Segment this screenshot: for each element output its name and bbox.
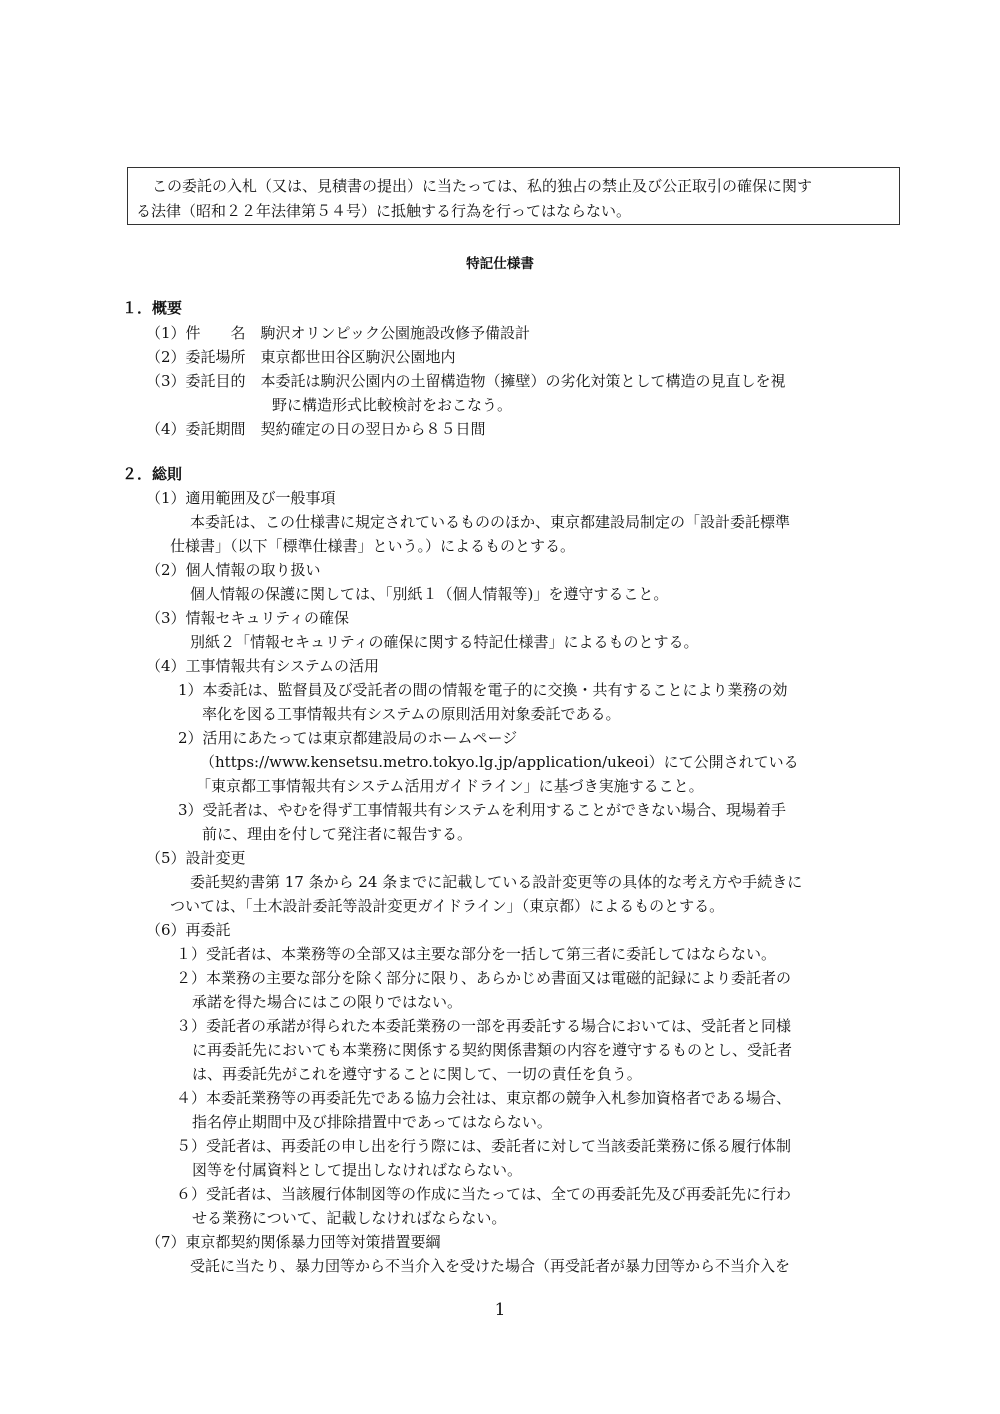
item-4-sub-1: 1）本委託は、監督員及び受託者の間の情報を電子的に交換・共有することにより業務の効	[178, 681, 788, 699]
document-title: 特記仕様書	[466, 256, 534, 272]
item-4-sub-3-cont: 前に、理由を付して発注者に報告する。	[202, 825, 473, 843]
item-4-sub-2: 2）活用にあたっては東京都建設局のホームページ	[178, 729, 518, 747]
item-6-sub-1: １）受託者は、本業務等の全部又は主要な部分を一括して第三者に委託してはならない。	[176, 945, 777, 963]
item-4-sub-3: 3）受託者は、やむを得ず工事情報共有システムを利用することができない場合、現場着手	[178, 801, 787, 819]
item-4-sub-2-cont: 「東京都工事情報共有システム活用ガイドライン」に基づき実施すること。	[196, 777, 704, 795]
item-7-heading: （7）東京都契約関係暴力団等対策措置要綱	[146, 1233, 441, 1251]
overview-item-1: （1）件 名 駒沢オリンピック公園施設改修予備設計	[146, 324, 530, 342]
page-number: 1	[494, 1300, 506, 1320]
item-4-heading: （4）工事情報共有システムの活用	[146, 657, 380, 675]
item-3-text: 別紙２「情報セキュリティの確保に関する特記仕様書」によるものとする。	[190, 633, 699, 651]
item-5-heading: （5）設計変更	[146, 849, 246, 867]
notice-line-1: この委託の入札（又は、見積書の提出）に当たっては、私的独占の禁止及び公正取引の確保に関す	[152, 177, 813, 195]
item-6-sub-2-cont: 承諾を得た場合にはこの限りではない。	[192, 993, 463, 1011]
item-6-sub-3-cont-2: は、再委託先がこれを遵守することに関して、一切の責任を負う。	[192, 1065, 642, 1083]
overview-item-3: （3）委託目的 本委託は駒沢公園内の土留構造物（擁壁）の劣化対策として構造の見直しを視	[146, 372, 786, 390]
overview-item-3-cont: 野に構造形式比較検討をおこなう。	[272, 396, 513, 414]
item-1-text: 本委託は、この仕様書に規定されているもののほか、東京都建設局制定の「設計委託標準	[190, 513, 791, 531]
item-6-sub-4-cont: 指名停止期間中及び排除措置中であってはならない。	[192, 1113, 552, 1131]
item-6-sub-2: ２）本業務の主要な部分を除く部分に限り、あらかじめ書面又は電磁的記録により委託者の	[176, 969, 792, 987]
item-1-heading: （1）適用範囲及び一般事項	[146, 489, 336, 507]
item-6-heading: （6）再委託	[146, 921, 231, 939]
item-6-sub-6-cont: せる業務について、記載しなければならない。	[192, 1209, 507, 1227]
section-1-heading: １．概要	[122, 299, 183, 317]
item-3-heading: （3）情報セキュリティの確保	[146, 609, 350, 627]
item-6-sub-3-cont: に再委託先においても本業務に関係する契約関係書類の内容を遵守するものとし、受託者	[192, 1041, 793, 1059]
item-5-text-cont: ついては、「土木設計委託等設計変更ガイドライン」（東京都）によるものとする。	[170, 897, 725, 915]
item-4-sub-1-cont: 率化を図る工事情報共有システムの原則活用対象委託である。	[202, 705, 621, 723]
item-1-text-cont: 仕様書」（以下「標準仕様書」という。）によるものとする。	[170, 537, 576, 555]
item-4-sub-2-url: （https://www.kensetsu.metro.tokyo.lg.jp/application/ukeoi）にて公開されている	[200, 753, 799, 771]
notice-box	[127, 167, 900, 225]
notice-line-2: る法律（昭和２２年法律第５４号）に抵触する行為を行ってはならない。	[136, 202, 632, 220]
overview-item-2: （2）委託場所 東京都世田谷区駒沢公園地内	[146, 348, 456, 366]
item-5-text: 委託契約書第 17 条から 24 条までに記載している設計変更等の具体的な考え方や手続きに	[190, 873, 803, 891]
item-6-sub-4: ４）本委託業務等の再委託先である協力会社は、東京都の競争入札参加資格者である場合、	[176, 1089, 792, 1107]
overview-item-4: （4）委託期間 契約確定の日の翌日から８５日間	[146, 420, 486, 438]
item-6-sub-5-cont: 図等を付属資料として提出しなければならない。	[192, 1161, 523, 1179]
item-7-text: 受託に当たり、暴力団等から不当介入を受けた場合（再受託者が暴力団等から不当介入を	[190, 1257, 791, 1275]
item-6-sub-3: ３）委託者の承諾が得られた本委託業務の一部を再委託する場合においては、受託者と同様	[176, 1017, 792, 1035]
item-2-heading: （2）個人情報の取り扱い	[146, 561, 321, 579]
section-2-heading: ２．総則	[122, 465, 183, 483]
item-2-text: 個人情報の保護に関しては、「別紙１（個人情報等)」を遵守すること。	[190, 585, 669, 603]
item-6-sub-6: ６）受託者は、当該履行体制図等の作成に当たっては、全ての再委託先及び再委託先に行わ	[176, 1185, 792, 1203]
item-6-sub-5: ５）受託者は、再委託の申し出を行う際には、委託者に対して当該委託業務に係る履行体制	[176, 1137, 792, 1155]
